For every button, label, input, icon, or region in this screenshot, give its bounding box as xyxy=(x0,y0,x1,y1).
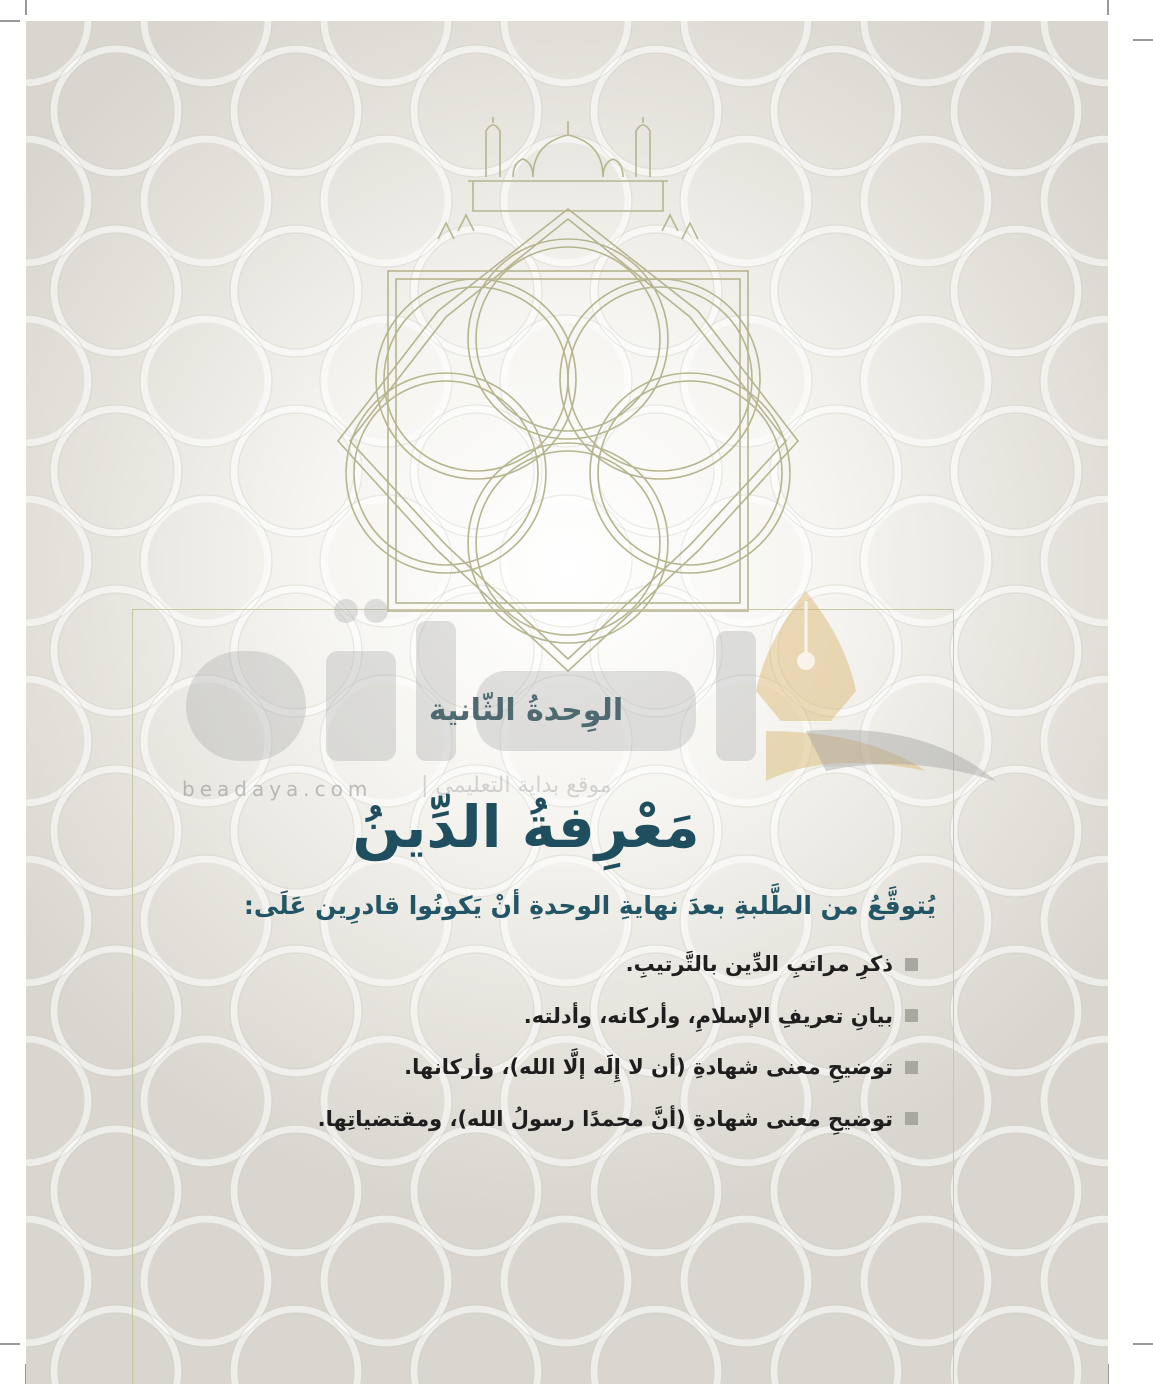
brand-watermark xyxy=(166,581,1006,801)
pen-nib-icon xyxy=(756,591,996,781)
objective-text: توضيحِ معنى شهادةِ (أن لا إِلَه إلَّا الله)، وأركانها. xyxy=(404,1055,893,1079)
objectives-intro: يُتوقَّعُ من الطَّلبةِ بعدَ نهايةِ الوحدةِ أنْ يَكونُوا قادرِين عَلَى: xyxy=(243,891,936,920)
objective-text: ذكرِ مراتبِ الدِّين بالتَّرتيبِ. xyxy=(625,952,893,976)
watermark-tagline: موقع بداية التعليمي | xyxy=(421,773,612,798)
unit-label: الوِحدةُ الثّانية xyxy=(428,693,624,728)
list-item xyxy=(206,1052,918,1082)
list-item xyxy=(206,949,918,979)
list-item xyxy=(206,1001,918,1031)
square-bullet-icon xyxy=(905,1061,918,1074)
square-bullet-icon xyxy=(905,1112,918,1125)
unit-title: مَعْرِفةُ الدِّينُ xyxy=(352,793,700,861)
objective-text: بيانِ تعريفِ الإسلامِ، وأركانه، وأدلته. xyxy=(523,1003,893,1028)
objective-text: توضيحِ معنى شهادةِ (أنَّ محمدًا رسولُ الله)، ومقتضياتِها. xyxy=(317,1106,893,1131)
square-bullet-icon xyxy=(905,958,918,971)
square-bullet-icon xyxy=(905,1009,918,1022)
page xyxy=(26,21,1108,1384)
objectives-list xyxy=(206,949,918,1155)
list-item xyxy=(206,1104,918,1134)
watermark-url: beadaya.com xyxy=(182,777,373,801)
mosque-silhouette xyxy=(438,117,698,239)
